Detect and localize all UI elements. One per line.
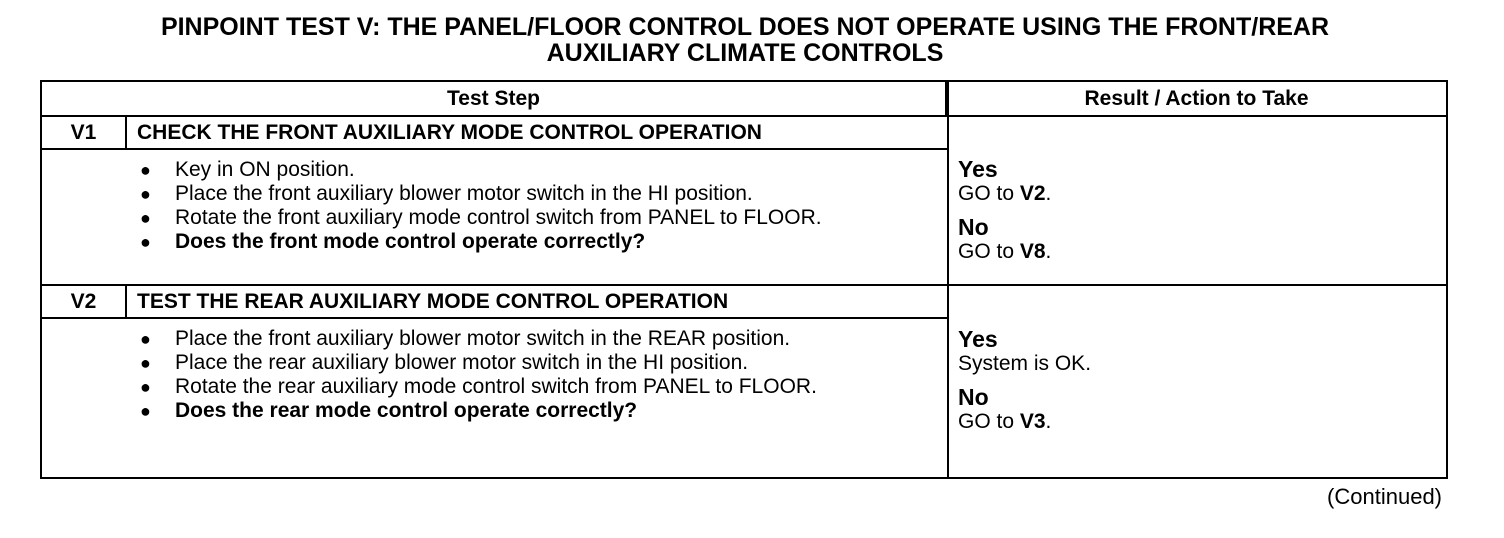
result-no-label: No (958, 214, 989, 240)
bullet-icon: ● (140, 232, 151, 252)
header-result-action: Result / Action to Take (947, 82, 1446, 117)
continued-note: (Continued) (1327, 484, 1442, 509)
step-title-v2: TEST THE REAR AUXILIARY MODE CONTROL OPERATION (127, 286, 947, 319)
step-body-v1 (42, 150, 947, 284)
step-v2-bullets (136, 327, 936, 423)
result-yes-label: Yes (958, 156, 998, 182)
result-v1 (958, 156, 1051, 272)
step-question: ● Does the front mode control operate correctly? (140, 230, 646, 253)
pinpoint-test-table (40, 80, 1448, 479)
page-title (40, 14, 1450, 66)
list-item: ● Rotate the front auxiliary mode control switch from PANEL to FLOOR. (140, 206, 822, 229)
bullet-icon: ● (140, 184, 151, 204)
list-item: ● Place the front auxiliary blower motor switch in the HI position. (140, 182, 753, 205)
step-id-v1: V1 (42, 117, 127, 150)
result-yes-action: System is OK. (958, 352, 1092, 375)
step-v1-bullets (136, 158, 936, 254)
title-line-2: AUXILIARY CLIMATE CONTROLS (546, 39, 944, 67)
result-no-action: GO to V8. (958, 240, 1052, 263)
bullet-icon: ● (140, 353, 151, 373)
result-yes-label: Yes (958, 326, 998, 352)
step-body-v2 (42, 319, 947, 477)
step-question: ● Does the rear mode control operate correctly? (140, 399, 638, 422)
list-item: ● Place the front auxiliary blower motor switch in the REAR position. (140, 327, 791, 350)
step-id-v2: V2 (42, 286, 127, 319)
column-divider (947, 82, 949, 477)
list-item: ● Place the rear auxiliary blower motor switch in the HI position. (140, 351, 749, 374)
bullet-icon: ● (140, 401, 151, 421)
list-item: ● Key in ON position. (140, 158, 355, 181)
bullet-icon: ● (140, 208, 151, 228)
result-yes-action: GO to V2. (958, 182, 1052, 205)
bullet-icon: ● (140, 160, 151, 180)
bullet-icon: ● (140, 329, 151, 349)
step-title-v1: CHECK THE FRONT AUXILIARY MODE CONTROL OPERATION (127, 117, 947, 150)
list-item: ● Rotate the rear auxiliary mode control switch from PANEL to FLOOR. (140, 375, 817, 398)
result-no-label: No (958, 384, 989, 410)
header-test-step: Test Step (42, 82, 947, 117)
result-no-action: GO to V3. (958, 410, 1052, 433)
bullet-icon: ● (140, 377, 151, 397)
title-line-1: PINPOINT TEST V: THE PANEL/FLOOR CONTROL DOES NOT OPERATE USING THE FRONT/REAR (160, 13, 1330, 41)
result-v2 (958, 326, 1091, 442)
